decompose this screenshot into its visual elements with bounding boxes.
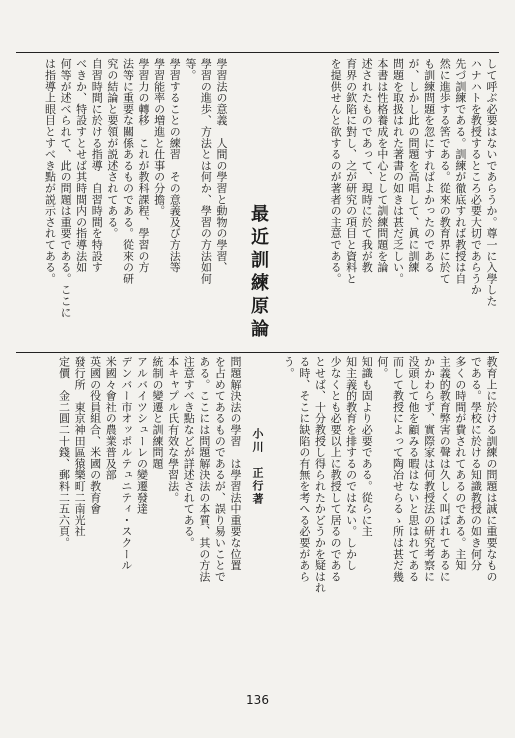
page-number: 136 [246, 693, 269, 707]
article-upper-right-text: して呼ぶ必要はないであらうか。尊一に入學した ハナハトを教授するところ必要大切であらうか 先づ訓練である。訓練が徹底すれば教授は自 然に進歩する筈である。從來の教育界に於て も訓練問題を忽にすればよかったのである が、しかし此の問題を高唱して、眞に訓練 問題を取扱はれた著書の如きは甚だ乏しい。 本書は性格養成を中心として訓練問題を論 述されたものであって、現時に於て我が教 育界の欽陷に對し、之が研究の項目と資料と を提供せんと欲するのが著者の主意である。 [329, 58, 498, 307]
article-author: 小川 正行著 [251, 428, 264, 506]
article-title [227, 204, 271, 354]
top-rule [16, 52, 499, 53]
article-lower-right-text: 教育上に於ける訓練の問題は誠に重要なもの である。學校に於ける知識教授の如き何分 多くの時間が費されてあるのである。主知 主義的教育弊害の聲は久しく叫ばれてあるに かかわらず、實際家は何教授法の研究考察に 没頭して他を顧みる暇はないと思はれてある 而して教授によって陶冶せらるゝ所は甚だ幾 何。 知識も固より必要である。從らに主 知主義的教育を排するのではない。しかし 少なくとも必要以上に教授して居るのである とせば、十分教授し得られたかどうかを疑はれ る時、そこに缺陷の有無を考へる必要があら う。 [282, 356, 498, 594]
review-lower-text: 問題解決法の學習 は學習法中重要な位置 を占めてあるものであるが、誤り易いことで ある。ここには問題解決法の本質、其の方法 注意すべき點などが詳述されてある。 本キャプル氏有效な學習法。 統制の變遷と訓練問題 アルバイツシューレの變遷發達 デンバー市オッポルテュニティ・スクール 米國々會社の農業普及部 英國の役員組合、米國の教育會 發行所 東京神田區猿樂町二南光社 定價 金二圓二十錢、郵料二五六頁。 [57, 356, 242, 582]
article-title-text: 最近訓練原論 [248, 204, 269, 342]
review-upper-text: 學習法の意義 人間の學習と動物の學習、 學習の進歩、方法とは何か、學習の方法如何 等。 學習することの練習 その意義及び方法等 學習能率の増進と仕事の分擔。 學習力の轉移 これが教科課程、學習の方 法等に重要な關係あるものである。從來の研 究の結論と要領が説述されてある。 自習時間に於ける指導 自習時間を特設す べきか、特設すとせば其時間内の指導法如 何等が述べられて、此の問題は重要である。ここに は指導上眼目とすべき點が説示されてある。 [43, 58, 228, 318]
